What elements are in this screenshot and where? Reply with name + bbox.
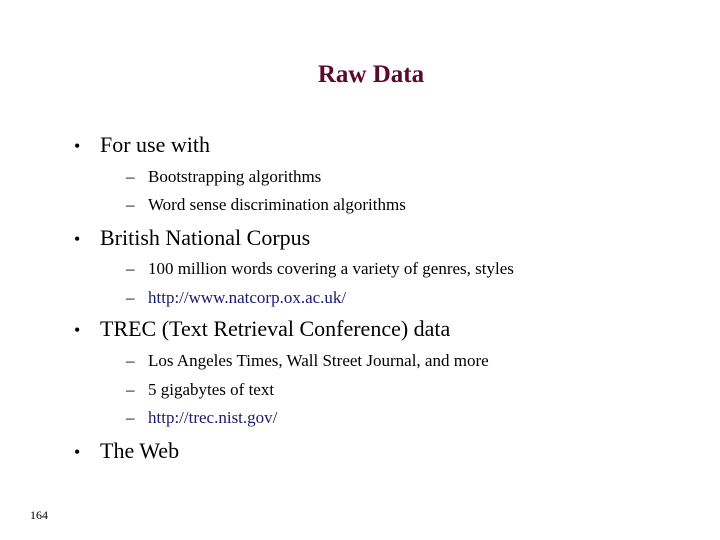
sub-bullet-item <box>126 258 514 280</box>
sub-bullet-item <box>126 407 277 429</box>
bullet-item <box>74 131 210 160</box>
sub-bullet-item <box>126 350 489 372</box>
page-number: 164 <box>30 508 48 522</box>
natcorp-link[interactable]: http://www.natcorp.ox.ac.uk/ <box>148 288 347 307</box>
bullet-item <box>74 437 179 466</box>
dash-marker: – <box>126 351 135 370</box>
bullet-text: British National Corpus <box>100 225 311 250</box>
bullet-text: For use with <box>100 132 210 157</box>
dash-marker: – <box>126 380 135 399</box>
sub-bullet-text: 5 gigabytes of text <box>148 380 275 399</box>
dash-marker: – <box>126 195 135 214</box>
bullet-text: TREC (Text Retrieval Conference) data <box>100 316 451 341</box>
sub-bullet-text: Word sense discrimination algorithms <box>148 195 406 214</box>
bullet-text: The Web <box>100 438 180 463</box>
bullet-dot: • <box>74 442 81 462</box>
bullet-item <box>74 224 310 253</box>
bullet-dot: • <box>74 320 81 340</box>
bullet-dot: • <box>74 229 81 249</box>
bullet-dot: • <box>74 136 81 156</box>
dash-marker: – <box>126 259 135 278</box>
dash-marker: – <box>126 288 135 307</box>
trec-link[interactable]: http://trec.nist.gov/ <box>148 408 278 427</box>
sub-bullet-item <box>126 287 346 309</box>
sub-bullet-text: Los Angeles Times, Wall Street Journal, and more <box>148 351 489 370</box>
sub-bullet-text: Bootstrapping algorithms <box>148 167 322 186</box>
sub-bullet-item <box>126 166 321 188</box>
dash-marker: – <box>126 167 135 186</box>
dash-marker: – <box>126 408 135 427</box>
sub-bullet-item <box>126 379 274 401</box>
bullet-item <box>74 315 450 344</box>
sub-bullet-item <box>126 194 406 216</box>
sub-bullet-text: 100 million words covering a variety of genres, styles <box>148 259 514 278</box>
slide-title: Raw Data <box>317 61 425 88</box>
